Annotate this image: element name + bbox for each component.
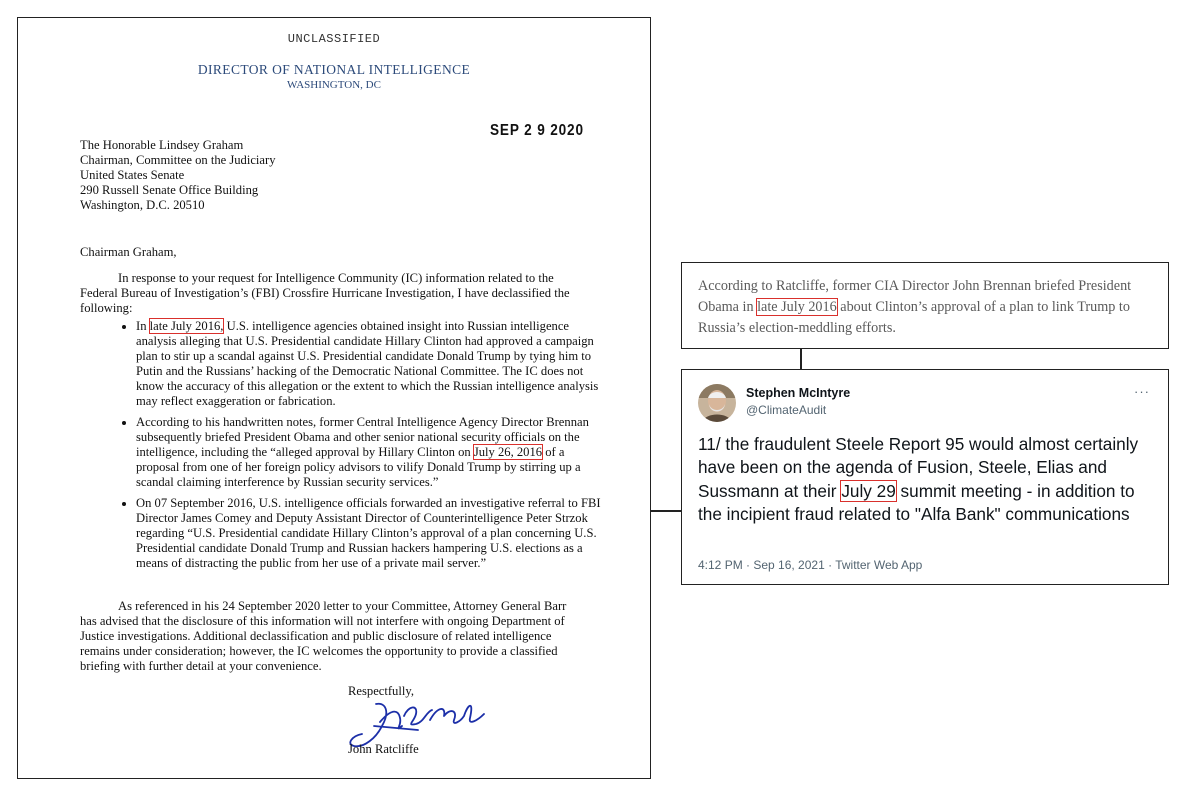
classification-header: UNCLASSIFIED [287,32,381,46]
avatar[interactable] [698,384,736,422]
signer-name: John Ratcliffe [348,742,419,756]
highlight-late-july-2016-summary: late July 2016 [757,299,837,315]
tweet-author-handle[interactable]: @ClimateAudit [746,403,827,417]
tweet-card[interactable] [681,369,1169,585]
address-line: 290 Russell Senate Office Building [80,183,259,197]
bullet-item: • According to his handwritten notes, former Central Intelligence Agency Director Brennan subsequently briefed President Obama and other senior national security officials on the intelligence, including the “alleged approval by Hillary Clinton on July 26, 2016 of a proposal from one of her foreign policy advisors to vilify Donald Trump by stirring up a scandal claiming interference by Russian security services.” [136,415,610,490]
highlight-late-july-2016: late July 2016, [149,319,224,333]
address-line: Chairman, Committee on the Judiciary [80,153,276,167]
salutation: Chairman Graham, [80,245,177,259]
connector-vertical [800,349,802,369]
letterhead-office: DIRECTOR OF NATIONAL INTELLIGENCE [197,62,471,77]
letter-date-stamp: SEP 2 9 2020 [490,122,584,139]
bullet-item: • In late July 2016, U.S. intelligence agencies obtained insight into Russian intelligence analysis alleging that U.S. Presidential candidate Hillary Clinton had approved a campaign plan to stir up a scandal against U.S. Presidential candidate Donald Trump by tying him to Putin and the Russians’ hacking of the Democratic National Committee. The IC does not know the accuracy of this allegation or the extent to which the Russian intelligence analysis may reflect exaggeration or fabrication. [136,319,610,409]
closing-paragraph: As referenced in his 24 September 2020 letter to your Committee, Attorney General Barr has advised that the disclosure of this information will not interfere with ongoing Department of Justice investigations. Additional declassification and public disclosure of related intelligence remains under consideration; however, the IC welcomes the opportunity to provide a classified briefing with further detail at your convenience. [80,599,567,673]
recipient-address [80,138,276,213]
bullet-item: • On 07 September 2016, U.S. intelligence officials forwarded an investigative referral to FBI Director James Comey and Deputy Assistant Director of Counterintelligence Peter Strzok regarding “U.S. Presidential candidate Hillary Clinton’s approval of a plan concerning U.S. Presidential candidate Donald Trump and Russian hackers hampering U.S. elections as a means of distracting the public from her use of a private mail server.” [136,496,610,571]
tweet-text: 11/ the fraudulent Steele Report 95 would almost certainly have been on the agenda of Fusion, Steele, Elias and Sussmann at their July 29 summit meeting - in addition to the incipient fraud related to "Alfa Bank" communications [698,434,1139,524]
address-line: United States Senate [80,168,185,182]
declassified-items [108,319,610,577]
intro-paragraph: In response to your request for Intelligence Community (IC) information related to the Federal Bureau of Investigation’s (FBI) Crossfire Hurricane Investigation, I have declassified the following: [80,271,570,315]
summary-callout: According to Ratcliffe, former CIA Director John Brennan briefed President Obama in late July 2016 about Clinton’s approval of a plan to link Trump to Russia’s election-meddling efforts. [681,262,1169,349]
closing: Respectfully, [348,684,414,698]
highlight-july-26-2016: July 26, 2016 [473,445,543,459]
connector-horizontal [651,510,681,512]
highlight-july-29: July 29 [841,480,896,501]
declassified-letter [17,17,651,779]
more-options-icon[interactable]: ··· [1134,384,1150,399]
address-line: The Honorable Lindsey Graham [80,138,244,152]
tweet-timestamp[interactable]: 4:12 PM · Sep 16, 2021 · Twitter Web App [698,558,923,572]
tweet-author-name[interactable]: Stephen McIntyre [746,386,851,400]
letterhead-location: WASHINGTON, DC [287,79,381,91]
address-line: Washington, D.C. 20510 [80,198,205,212]
